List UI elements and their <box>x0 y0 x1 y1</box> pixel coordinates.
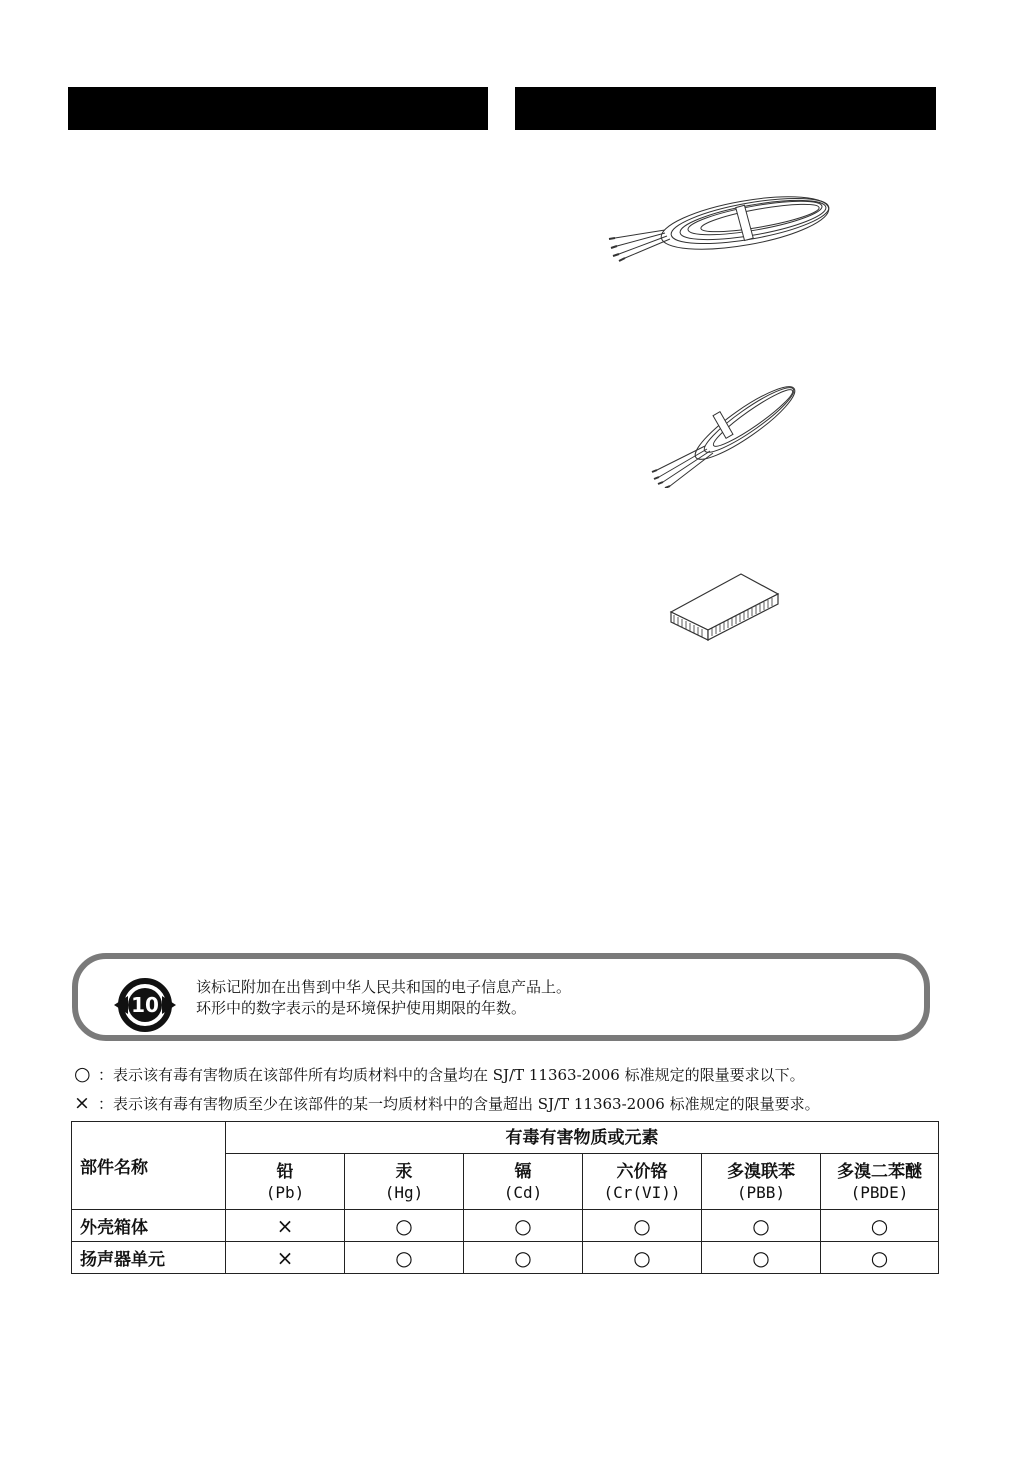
environmental-notice-box <box>72 953 930 1041</box>
part-name-header: 部件名称 <box>72 1122 226 1210</box>
mark-cell: ○ <box>583 1210 702 1242</box>
element-header-cr: 六价铬 (Cr(VI)) <box>583 1154 702 1210</box>
cross-symbol: × <box>74 1092 90 1114</box>
mark-cell: × <box>226 1210 345 1242</box>
legend-circle <box>74 1063 805 1085</box>
section-header-bar-left <box>68 87 488 130</box>
mark-cell: ○ <box>702 1210 821 1242</box>
mark-cell: ○ <box>464 1242 583 1274</box>
notice-line-2: 环形中的数字表示的是环境保护使用期限的年数。 <box>196 999 527 1017</box>
legend-circle-text: ：表示该有毒有害物质在该部件所有均质材料中的含量均在 SJ/T 11363-2006 标准规定的限量要求以下。 <box>98 1066 805 1084</box>
speaker-cable-short-illustration <box>645 378 810 488</box>
mark-cell: ○ <box>345 1210 464 1242</box>
circle-symbol: ○ <box>74 1063 91 1085</box>
notice-text <box>196 977 571 1019</box>
element-header-hg: 汞 (Hg) <box>345 1154 464 1210</box>
mark-cell: ○ <box>702 1242 821 1274</box>
element-header-pbde: 多溴二苯醚 (PBDE) <box>821 1154 939 1210</box>
mark-cell: ○ <box>583 1242 702 1274</box>
mark-cell: ○ <box>345 1242 464 1274</box>
mark-cell: ○ <box>464 1210 583 1242</box>
notice-line-1: 该标记附加在出售到中华人民共和国的电子信息产品上。 <box>196 978 572 996</box>
table-row <box>72 1242 939 1274</box>
mark-cell: × <box>226 1242 345 1274</box>
legend-cross <box>74 1092 820 1114</box>
legend-cross-text: ：表示该有毒有害物质至少在该部件的某一均质材料中的含量超出 SJ/T 11363-2006 标准规定的限量要求。 <box>98 1095 820 1113</box>
epup-10-logo <box>114 974 176 1036</box>
logo-number: 10 <box>131 993 159 1017</box>
speaker-cable-long-illustration <box>605 178 840 268</box>
element-header-pb: 铅 (Pb) <box>226 1154 345 1210</box>
part-name: 外壳箱体 <box>72 1210 226 1242</box>
element-header-cd: 镉 (Cd) <box>464 1154 583 1210</box>
substances-group-header: 有毒有害物质或元素 <box>226 1122 939 1154</box>
section-header-bar-right <box>515 87 936 130</box>
part-name: 扬声器单元 <box>72 1242 226 1274</box>
mark-cell: ○ <box>821 1242 939 1274</box>
table-row <box>72 1210 939 1242</box>
element-header-pbb: 多溴联苯 (PBB) <box>702 1154 821 1210</box>
mark-cell: ○ <box>821 1210 939 1242</box>
foam-pad-illustration <box>668 570 783 645</box>
hazardous-substances-table <box>71 1121 939 1274</box>
